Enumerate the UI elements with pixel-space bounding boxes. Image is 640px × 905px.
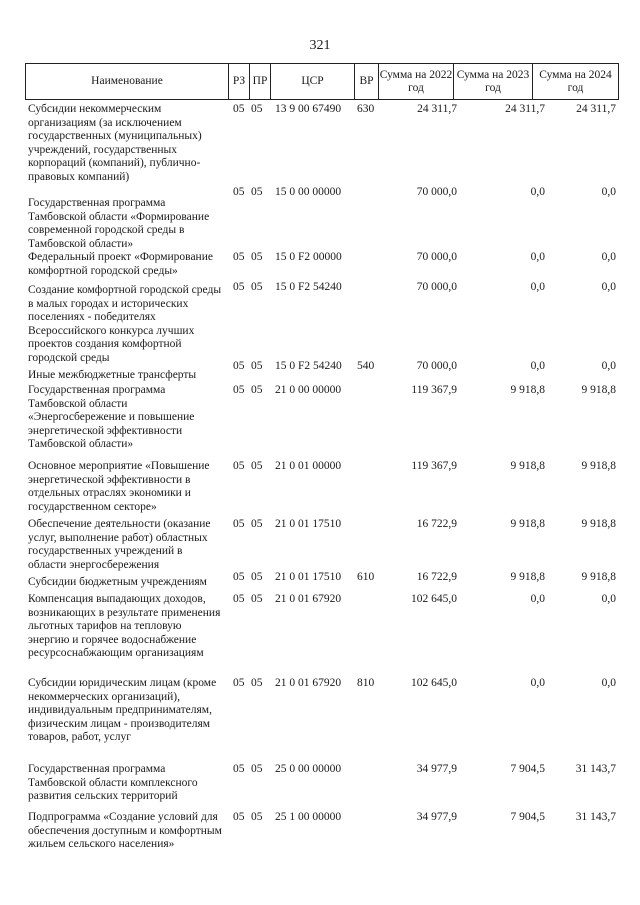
row-sum-2023: 7 904,5 bbox=[510, 811, 545, 823]
row-sum-2022: 70 000,0 bbox=[416, 360, 457, 372]
row-name: Обеспечение деятельности (оказание услуг, выполнение работ) областных государственных учреждений в области энергосбережения bbox=[28, 518, 211, 571]
row-csr: 15 0 F2 54240 bbox=[275, 281, 342, 293]
row-csr: 21 0 01 17510 bbox=[275, 518, 342, 530]
row-name: Иные межбюджетные трансферты bbox=[28, 369, 197, 381]
row-csr: 15 0 F2 54240 bbox=[275, 360, 342, 372]
row-pr: 05 bbox=[251, 811, 263, 823]
row-sum-2022: 102 645,0 bbox=[411, 593, 457, 605]
row-sum-2023: 0,0 bbox=[530, 251, 545, 263]
header-name: Наименование bbox=[26, 64, 229, 99]
row-sum-2023: 9 918,8 bbox=[510, 384, 545, 396]
row-sum-2023: 9 918,8 bbox=[510, 518, 545, 530]
row-sum-2023: 24 311,7 bbox=[505, 103, 545, 115]
row-csr: 21 0 01 67920 bbox=[275, 593, 342, 605]
header-pr: ПР bbox=[250, 64, 271, 99]
row-rz: 05 bbox=[233, 763, 245, 775]
row-rz: 05 bbox=[233, 571, 245, 583]
header-sum-2024: Сумма на 2024 год bbox=[539, 68, 612, 94]
row-sum-2024: 9 918,8 bbox=[581, 384, 616, 396]
row-sum-2023: 9 918,8 bbox=[510, 571, 545, 583]
row-sum-2022: 34 977,9 bbox=[416, 763, 457, 775]
row-sum-2023: 0,0 bbox=[530, 360, 545, 372]
row-sum-2022: 70 000,0 bbox=[416, 281, 457, 293]
row-rz: 05 bbox=[233, 811, 245, 823]
row-sum-2022: 16 722,9 bbox=[416, 518, 457, 530]
row-csr: 21 0 00 00000 bbox=[275, 384, 342, 396]
row-csr: 15 0 00 00000 bbox=[275, 186, 342, 198]
header-sum-2023: Сумма на 2023 год bbox=[454, 64, 533, 99]
row-pr: 05 bbox=[251, 571, 263, 583]
table-header bbox=[25, 63, 619, 100]
header-vr: ВР bbox=[355, 64, 379, 99]
row-name: Создание комфортной городской среды в малых городах и исторических поселениях - победителях Всероссийского конкурса лучших проектов создания комфортной городской среды bbox=[28, 284, 222, 364]
row-sum-2024: 0,0 bbox=[601, 251, 616, 263]
row-csr: 25 1 00 00000 bbox=[275, 811, 342, 823]
row-rz: 05 bbox=[233, 677, 245, 689]
row-sum-2022: 16 722,9 bbox=[416, 571, 457, 583]
row-rz: 05 bbox=[233, 103, 245, 115]
page-number: 321 bbox=[309, 38, 331, 53]
row-name: Государственная программа Тамбовской области комплексного развития сельских территорий bbox=[28, 763, 198, 802]
header-rz: РЗ bbox=[229, 64, 250, 99]
row-pr: 05 bbox=[251, 763, 263, 775]
row-csr: 15 0 F2 00000 bbox=[275, 251, 342, 263]
header-csr: ЦСР bbox=[271, 64, 355, 99]
row-pr: 05 bbox=[251, 384, 263, 396]
row-pr: 05 bbox=[251, 360, 263, 372]
row-sum-2024: 9 918,8 bbox=[581, 460, 616, 472]
row-vr: 630 bbox=[357, 103, 375, 115]
row-rz: 05 bbox=[233, 384, 245, 396]
row-sum-2024: 31 143,7 bbox=[575, 811, 616, 823]
row-sum-2022: 70 000,0 bbox=[416, 186, 457, 198]
row-pr: 05 bbox=[251, 186, 263, 198]
row-rz: 05 bbox=[233, 460, 245, 472]
row-sum-2022: 102 645,0 bbox=[411, 677, 457, 689]
row-pr: 05 bbox=[251, 281, 263, 293]
row-csr: 21 0 01 67920 bbox=[275, 677, 342, 689]
row-sum-2024: 0,0 bbox=[601, 186, 616, 198]
row-name: Государственная программа Тамбовской области «Энергосбережение и повышение энергетической эффективности Тамбовской области» bbox=[28, 384, 195, 450]
row-vr: 610 bbox=[357, 571, 375, 583]
row-csr: 13 9 00 67490 bbox=[275, 103, 342, 115]
row-name: Федеральный проект «Формирование комфортной городской среды» bbox=[28, 251, 213, 277]
row-name: Субсидии юридическим лицам (кроме некоммерческих организаций), индивидуальным предпринимателям, физическим лицам - производителям товаров, работ, услуг bbox=[28, 677, 217, 743]
row-pr: 05 bbox=[251, 103, 263, 115]
row-pr: 05 bbox=[251, 593, 263, 605]
row-sum-2024: 24 311,7 bbox=[576, 103, 616, 115]
row-sum-2022: 119 367,9 bbox=[411, 384, 457, 396]
row-rz: 05 bbox=[233, 251, 245, 263]
row-sum-2023: 0,0 bbox=[530, 186, 545, 198]
row-sum-2024: 0,0 bbox=[601, 281, 616, 293]
row-sum-2023: 0,0 bbox=[530, 677, 545, 689]
row-name: Основное мероприятие «Повышение энергетической эффективности в отдельных отраслях экономики и государственном секторе» bbox=[28, 460, 210, 513]
row-name: Субсидии некоммерческим организациям (за исключением государственных (муниципальных) учреждений, государственных корпораций (компаний), публично-правовых компаний) bbox=[28, 103, 202, 183]
row-vr: 540 bbox=[357, 360, 375, 372]
row-vr: 810 bbox=[357, 677, 375, 689]
header-sum-2022: Сумма на 2022 год bbox=[379, 64, 454, 99]
row-sum-2024: 0,0 bbox=[601, 593, 616, 605]
row-csr: 21 0 01 00000 bbox=[275, 460, 342, 472]
row-csr: 25 0 00 00000 bbox=[275, 763, 342, 775]
row-sum-2022: 119 367,9 bbox=[411, 460, 457, 472]
row-rz: 05 bbox=[233, 281, 245, 293]
row-pr: 05 bbox=[251, 677, 263, 689]
row-rz: 05 bbox=[233, 360, 245, 372]
row-rz: 05 bbox=[233, 593, 245, 605]
row-sum-2024: 31 143,7 bbox=[575, 763, 616, 775]
row-rz: 05 bbox=[233, 518, 245, 530]
row-sum-2022: 70 000,0 bbox=[416, 251, 457, 263]
row-sum-2023: 0,0 bbox=[530, 281, 545, 293]
row-name: Компенсация выпадающих доходов, возникающих в результате применения льготных тарифов на тепловую энергию и горячее водоснабжение ресурсоснабжающим организациям bbox=[28, 593, 221, 659]
row-pr: 05 bbox=[251, 251, 263, 263]
row-sum-2023: 7 904,5 bbox=[510, 763, 545, 775]
row-sum-2024: 9 918,8 bbox=[581, 518, 616, 530]
row-name: Государственная программа Тамбовской области «Формирование современной городской среды в Тамбовской области» bbox=[28, 197, 210, 250]
row-sum-2023: 9 918,8 bbox=[510, 460, 545, 472]
row-pr: 05 bbox=[251, 460, 263, 472]
row-csr: 21 0 01 17510 bbox=[275, 571, 342, 583]
row-rz: 05 bbox=[233, 186, 245, 198]
row-sum-2024: 9 918,8 bbox=[581, 571, 616, 583]
row-sum-2022: 34 977,9 bbox=[416, 811, 457, 823]
row-name: Подпрограмма «Создание условий для обеспечения доступным и комфортным жильем сельского населения» bbox=[28, 811, 222, 850]
row-sum-2024: 0,0 bbox=[601, 360, 616, 372]
row-sum-2023: 0,0 bbox=[530, 593, 545, 605]
row-sum-2024: 0,0 bbox=[601, 677, 616, 689]
row-pr: 05 bbox=[251, 518, 263, 530]
row-sum-2022: 24 311,7 bbox=[417, 103, 457, 115]
row-name: Субсидии бюджетным учреждениям bbox=[28, 576, 207, 588]
